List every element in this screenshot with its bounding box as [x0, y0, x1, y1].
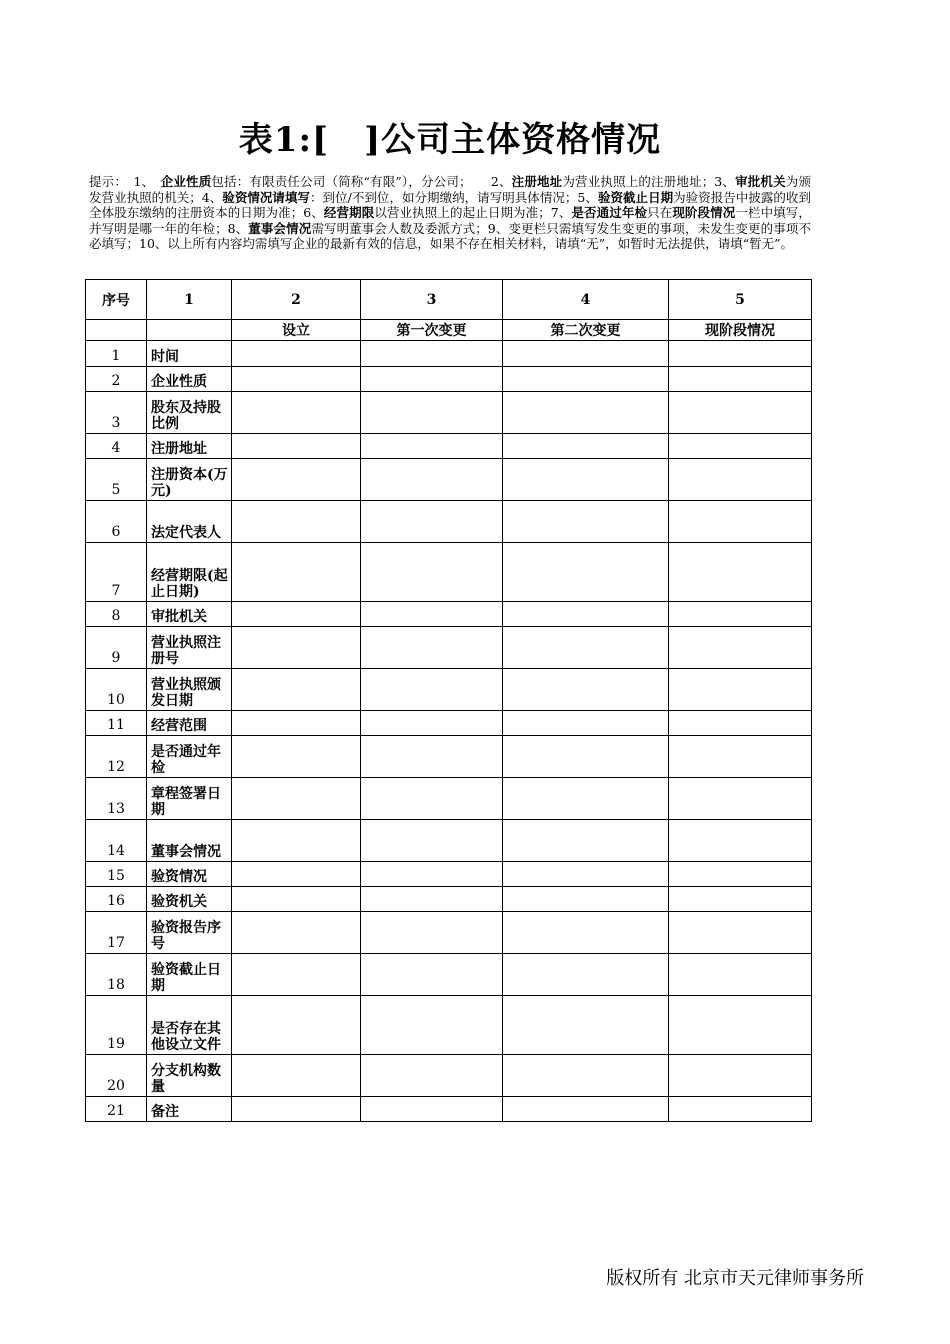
entry-cell[interactable]: [232, 820, 361, 862]
entry-cell[interactable]: [503, 367, 669, 392]
copyright-footer: 版权所有 北京市天元律师事务所: [606, 1268, 864, 1289]
entry-cell[interactable]: [503, 543, 669, 602]
row-number: 12: [86, 736, 147, 778]
entry-cell[interactable]: [232, 602, 361, 627]
entry-cell[interactable]: [361, 434, 503, 459]
row-number: 18: [86, 954, 147, 996]
row-label: 验资报告序号: [147, 912, 232, 954]
note-keyword: 验资截止日期: [597, 189, 674, 205]
entry-cell[interactable]: [232, 954, 361, 996]
entry-cell[interactable]: [503, 820, 669, 862]
entry-cell[interactable]: [232, 367, 361, 392]
header-cell: 5: [669, 280, 812, 320]
note-keyword: 注册地址: [511, 174, 563, 189]
table-row: [86, 367, 812, 392]
entry-cell[interactable]: [361, 711, 503, 736]
entry-cell[interactable]: [361, 341, 503, 367]
entry-cell[interactable]: [361, 367, 503, 392]
table-row: [86, 602, 812, 627]
row-label: 经营范围: [147, 711, 232, 736]
entry-cell[interactable]: [669, 434, 812, 459]
entry-cell[interactable]: [232, 912, 361, 954]
entry-cell[interactable]: [503, 501, 669, 543]
entry-cell[interactable]: [232, 669, 361, 711]
entry-cell[interactable]: [361, 501, 503, 543]
note-text: 为验资报告中披露的收到全体股东缴纳的注册资本的日期为准；6、: [89, 189, 811, 220]
row-number: 13: [86, 778, 147, 820]
entry-cell[interactable]: [669, 669, 812, 711]
entry-cell[interactable]: [361, 954, 503, 996]
entry-cell[interactable]: [232, 543, 361, 602]
note-text: ：到位/不到位，如分期缴纳，请写明具体情况；5、: [310, 189, 598, 205]
entity-qualification-table: [85, 279, 812, 1122]
stage-header-cell: 第二次变更: [503, 320, 669, 341]
row-label: 营业执照注册号: [147, 627, 232, 669]
page-title: 表1:[ ]公司主体资格情况: [238, 120, 662, 160]
row-label: 章程签署日期: [147, 778, 232, 820]
entry-cell[interactable]: [361, 820, 503, 862]
note-text: 只在: [647, 205, 673, 220]
entry-cell[interactable]: [669, 996, 812, 1055]
row-number: 20: [86, 1055, 147, 1097]
table-row: [86, 996, 812, 1055]
row-number: 14: [86, 820, 147, 862]
row-number: 3: [86, 392, 147, 434]
table-row: [86, 1097, 812, 1122]
entry-cell[interactable]: [361, 392, 503, 434]
row-label: 验资截止日期: [147, 954, 232, 996]
row-label: 法定代表人: [147, 501, 232, 543]
entry-cell[interactable]: [232, 862, 361, 887]
note-text: 包括：有限责任公司（简称“有限”），分公司； 2、: [211, 174, 512, 189]
entry-cell[interactable]: [232, 1055, 361, 1097]
row-label: 审批机关: [147, 602, 232, 627]
table-row: [86, 954, 812, 996]
row-label: 注册地址: [147, 434, 232, 459]
row-label: 验资机关: [147, 887, 232, 912]
entry-cell[interactable]: [669, 1055, 812, 1097]
entry-cell[interactable]: [503, 711, 669, 736]
entry-cell[interactable]: [669, 736, 812, 778]
header-cell: 3: [361, 280, 503, 320]
entry-cell[interactable]: [232, 434, 361, 459]
stage-header-cell: [86, 320, 147, 341]
entry-cell[interactable]: [361, 912, 503, 954]
row-label: 营业执照颁发日期: [147, 669, 232, 711]
note-text: 为营业执照上的注册地址；3、: [562, 174, 736, 189]
entry-cell[interactable]: [669, 954, 812, 996]
row-number: 16: [86, 887, 147, 912]
table-row: [86, 912, 812, 954]
table-row: [86, 862, 812, 887]
table-row: [86, 711, 812, 736]
entry-cell[interactable]: [669, 1097, 812, 1122]
entry-cell[interactable]: [232, 778, 361, 820]
entry-cell[interactable]: [503, 602, 669, 627]
table-row: [86, 887, 812, 912]
entry-cell[interactable]: [503, 1055, 669, 1097]
stage-header-cell: [147, 320, 232, 341]
row-number: 4: [86, 434, 147, 459]
note-text: 为颁发营业执照的机关；4、: [89, 174, 811, 205]
entry-cell[interactable]: [503, 392, 669, 434]
entry-cell[interactable]: [361, 543, 503, 602]
note-keyword: 董事会情况: [248, 220, 312, 236]
entry-cell[interactable]: [361, 862, 503, 887]
note-keyword: 审批机关: [735, 174, 786, 189]
table-row: [86, 1055, 812, 1097]
entry-cell[interactable]: [503, 996, 669, 1055]
note-text: 以营业执照上的起止日期为准；7、: [374, 205, 572, 220]
entry-cell[interactable]: [361, 996, 503, 1055]
entry-cell[interactable]: [361, 1055, 503, 1097]
entry-cell[interactable]: [361, 669, 503, 711]
row-number: 10: [86, 669, 147, 711]
row-label: 股东及持股比例: [147, 392, 232, 434]
row-label: 是否通过年检: [147, 736, 232, 778]
header-cell: 4: [503, 280, 669, 320]
entry-cell[interactable]: [669, 862, 812, 887]
note-keyword: 现阶段情况: [672, 205, 736, 220]
row-number: 19: [86, 996, 147, 1055]
stage-header-cell: 现阶段情况: [669, 320, 812, 341]
stage-header-cell: 设立: [232, 320, 361, 341]
row-label: 是否存在其他设立文件: [147, 996, 232, 1055]
entry-cell[interactable]: [361, 887, 503, 912]
entry-cell[interactable]: [669, 543, 812, 602]
entry-cell[interactable]: [503, 912, 669, 954]
entry-cell[interactable]: [669, 367, 812, 392]
row-number: 5: [86, 459, 147, 501]
instructions-note: [89, 174, 811, 252]
entry-cell[interactable]: [503, 1097, 669, 1122]
header-row-column-numbers: [86, 280, 812, 320]
entry-cell[interactable]: [669, 341, 812, 367]
entry-cell[interactable]: [232, 627, 361, 669]
entry-cell[interactable]: [503, 862, 669, 887]
entry-cell[interactable]: [503, 459, 669, 501]
entry-cell[interactable]: [669, 392, 812, 434]
entry-cell[interactable]: [361, 778, 503, 820]
row-label: 分支机构数量: [147, 1055, 232, 1097]
entry-cell[interactable]: [361, 1097, 503, 1122]
entry-cell[interactable]: [669, 711, 812, 736]
row-number: 6: [86, 501, 147, 543]
entry-cell[interactable]: [669, 602, 812, 627]
entry-cell[interactable]: [232, 459, 361, 501]
table-row: [86, 543, 812, 602]
entry-cell[interactable]: [503, 954, 669, 996]
entry-cell[interactable]: [503, 341, 669, 367]
row-label: 验资情况: [147, 862, 232, 887]
entry-cell[interactable]: [361, 602, 503, 627]
header-cell: 2: [232, 280, 361, 320]
entry-cell[interactable]: [232, 887, 361, 912]
entry-cell[interactable]: [232, 341, 361, 367]
note-text: 一栏中填写，并写明是哪一年的年检；8、: [89, 205, 811, 236]
entry-cell[interactable]: [232, 736, 361, 778]
entry-cell[interactable]: [669, 820, 812, 862]
entry-cell[interactable]: [669, 459, 812, 501]
entry-cell[interactable]: [669, 778, 812, 820]
row-number: 8: [86, 602, 147, 627]
row-label: 企业性质: [147, 367, 232, 392]
row-label: 董事会情况: [147, 820, 232, 862]
table-row: [86, 434, 812, 459]
row-label: 注册资本(万元): [147, 459, 232, 501]
note-keyword: 经营期限: [323, 205, 375, 220]
stage-header-cell: 第一次变更: [361, 320, 503, 341]
entry-cell[interactable]: [669, 627, 812, 669]
entry-cell[interactable]: [503, 434, 669, 459]
entry-cell[interactable]: [503, 627, 669, 669]
table-row: [86, 627, 812, 669]
entry-cell[interactable]: [669, 887, 812, 912]
row-label: 时间: [147, 341, 232, 367]
table-row: [86, 341, 812, 367]
entry-cell[interactable]: [361, 627, 503, 669]
entry-cell[interactable]: [232, 996, 361, 1055]
entry-cell[interactable]: [232, 501, 361, 543]
row-number: 2: [86, 367, 147, 392]
entry-cell[interactable]: [503, 669, 669, 711]
table-row: [86, 820, 812, 862]
row-number: 7: [86, 543, 147, 602]
row-number: 21: [86, 1097, 147, 1122]
row-number: 1: [86, 341, 147, 367]
table-row: [86, 669, 812, 711]
header-cell: 序号: [86, 280, 147, 320]
note-text: 提示： 1、: [89, 174, 161, 189]
row-number: 11: [86, 711, 147, 736]
entry-cell[interactable]: [669, 912, 812, 954]
note-keyword: 是否通过年检: [571, 205, 648, 220]
row-label: 经营期限(起止日期): [147, 543, 232, 602]
entry-cell[interactable]: [361, 459, 503, 501]
entry-cell[interactable]: [232, 1097, 361, 1122]
entry-cell[interactable]: [503, 778, 669, 820]
note-keyword: 企业性质: [160, 174, 212, 189]
table-row: [86, 736, 812, 778]
entry-cell[interactable]: [361, 736, 503, 778]
note-keyword: 验资情况请填写: [222, 189, 311, 205]
entry-cell[interactable]: [232, 392, 361, 434]
header-cell: 1: [147, 280, 232, 320]
header-row-stages: [86, 320, 812, 341]
table-row: [86, 459, 812, 501]
table-row: [86, 501, 812, 543]
row-label: 备注: [147, 1097, 232, 1122]
entry-cell[interactable]: [503, 887, 669, 912]
note-text: 需写明董事会人数及委派方式；9、变更栏只需填写发生变更的事项，未发生变更的事项不必填写；10、以上所有内容均需填写企业的最新有效的信息，如果不存在相关材料，请填“无”，如暂时无法提供，请填“暂无”。: [89, 220, 811, 251]
table-row: [86, 778, 812, 820]
entry-cell[interactable]: [669, 501, 812, 543]
row-number: 17: [86, 912, 147, 954]
entry-cell[interactable]: [232, 711, 361, 736]
entry-cell[interactable]: [503, 736, 669, 778]
row-number: 15: [86, 862, 147, 887]
table-row: [86, 392, 812, 434]
row-number: 9: [86, 627, 147, 669]
